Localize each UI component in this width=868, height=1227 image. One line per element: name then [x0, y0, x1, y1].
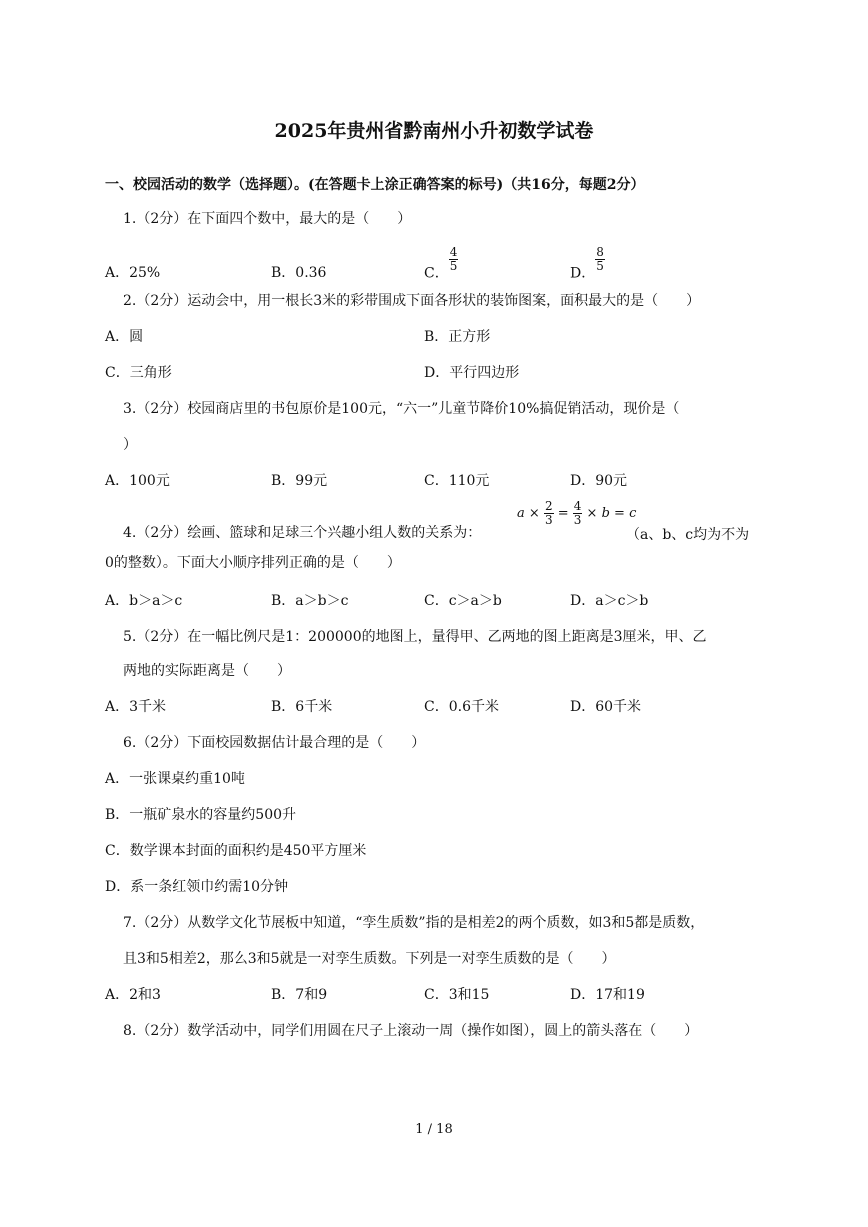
question-3-line-2: ） [123, 437, 137, 453]
q1-option-c-prefix: C． [424, 265, 449, 282]
q1-option-d-prefix: D． [570, 265, 596, 282]
q2-option-b: B．正方形 [424, 329, 491, 345]
q4-option-c: C．c＞a＞b [424, 593, 502, 609]
formula-equals-2: = [609, 506, 630, 521]
q1-d-denominator: 5 [596, 259, 604, 273]
q1-d-numerator: 8 [596, 245, 604, 259]
q5-option-d: D．60千米 [570, 699, 642, 715]
q5-option-a: A．3千米 [105, 699, 167, 715]
question-4-line-2: 0的整数）。下面大小顺序排列正确的是（ ） [105, 555, 401, 571]
question-6: 6.（2分）下面校园数据估计最合理的是（ ） [123, 735, 426, 751]
formula-fraction-2 [573, 500, 583, 527]
q7-option-a: A．2和3 [105, 987, 161, 1003]
question-4-tail: （a、b、c均为不为 [626, 527, 750, 543]
question-3-line-1: 3.（2分）校园商店里的书包原价是100元，“六一”儿童节降价10%搞促销活动，现价是（ [123, 401, 680, 417]
q4-option-d: D．a＞c＞b [570, 593, 649, 609]
q1-option-c [424, 246, 458, 283]
formula-numerator-1: 2 [544, 499, 553, 513]
page-title: 2025年贵州省黔南州小升初数学试卷 [274, 120, 594, 142]
formula-equals-1: = [553, 506, 573, 521]
q1-c-numerator: 4 [449, 245, 458, 259]
q3-option-d: D．90元 [570, 473, 628, 489]
question-5-line-2: 两地的实际距离是（ ） [123, 663, 291, 679]
question-2: 2.（2分）运动会中，用一根长3米的彩带围成下面各形状的装饰图案，面积最大的是（ ） [123, 293, 701, 309]
q7-option-c: C．3和15 [424, 987, 490, 1003]
q1-option-a: A．25% [105, 265, 161, 281]
q4-option-a: A．b＞a＞c [105, 593, 183, 609]
formula-c: c [629, 506, 637, 521]
q1-c-denominator: 5 [449, 259, 458, 273]
formula-denominator-2: 3 [573, 513, 582, 527]
q2-option-a: A．圆 [105, 329, 144, 345]
formula-fraction-1 [544, 500, 554, 527]
formula-a: a [517, 506, 525, 521]
formula-denominator-1: 3 [544, 513, 553, 527]
q2-option-c: C．三角形 [105, 365, 172, 381]
question-8: 8.（2分）数学活动中，同学们用圆在尺子上滚动一周（操作如图），圆上的箭头落在（ ） [123, 1023, 699, 1039]
q1-option-c-fraction [449, 246, 459, 273]
q4-formula [517, 500, 636, 527]
q4-option-b: B．a＞b＞c [271, 593, 349, 609]
formula-times-1: × [524, 506, 544, 521]
q2-option-d: D．平行四边形 [424, 365, 520, 381]
question-4-line-1: 4.（2分）绘画、篮球和足球三个兴趣小组人数的关系为： [123, 525, 482, 541]
page-number: 1 / 18 [415, 1122, 453, 1137]
question-7-line-1: 7.（2分）从数学文化节展板中知道，“孪生质数”指的是相差2的两个质数，如3和5都是质数， [123, 915, 705, 931]
formula-times-2: × [582, 506, 602, 521]
q6-option-a: A．一张课桌约重10吨 [105, 771, 245, 787]
q5-option-c: C．0.6千米 [424, 699, 499, 715]
q3-option-a: A．100元 [105, 473, 170, 489]
q6-option-d: D．系一条红领巾约需10分钟 [105, 879, 289, 895]
q5-option-b: B．6千米 [271, 699, 333, 715]
question-1: 1.（2分）在下面四个数中，最大的是（ ） [123, 211, 412, 227]
question-7-line-2: 且3和5相差2，那么3和5就是一对孪生质数。下列是一对孪生质数的是（ ） [123, 951, 616, 967]
q3-option-b: B．99元 [271, 473, 328, 489]
q6-option-b: B．一瓶矿泉水的容量约500升 [105, 807, 297, 823]
q6-option-c: C．数学课本封面的面积约是450平方厘米 [105, 843, 367, 859]
q1-option-d-fraction [595, 246, 605, 273]
q3-option-c: C．110元 [424, 473, 490, 489]
section-heading: 一、校园活动的数学（选择题）。(在答题卡上涂正确答案的标号)（共16分，每题2分） [105, 177, 645, 193]
q7-option-d: D．17和19 [570, 987, 645, 1003]
formula-numerator-2: 4 [573, 499, 582, 513]
formula-b: b [601, 506, 610, 521]
q7-option-b: B．7和9 [271, 987, 328, 1003]
q1-option-d [570, 246, 605, 283]
question-5-line-1: 5.（2分）在一幅比例尺是1：200000的地图上，量得甲、乙两地的图上距离是3厘米，甲、乙 [123, 629, 707, 645]
q1-option-b: B．0.36 [271, 265, 327, 281]
